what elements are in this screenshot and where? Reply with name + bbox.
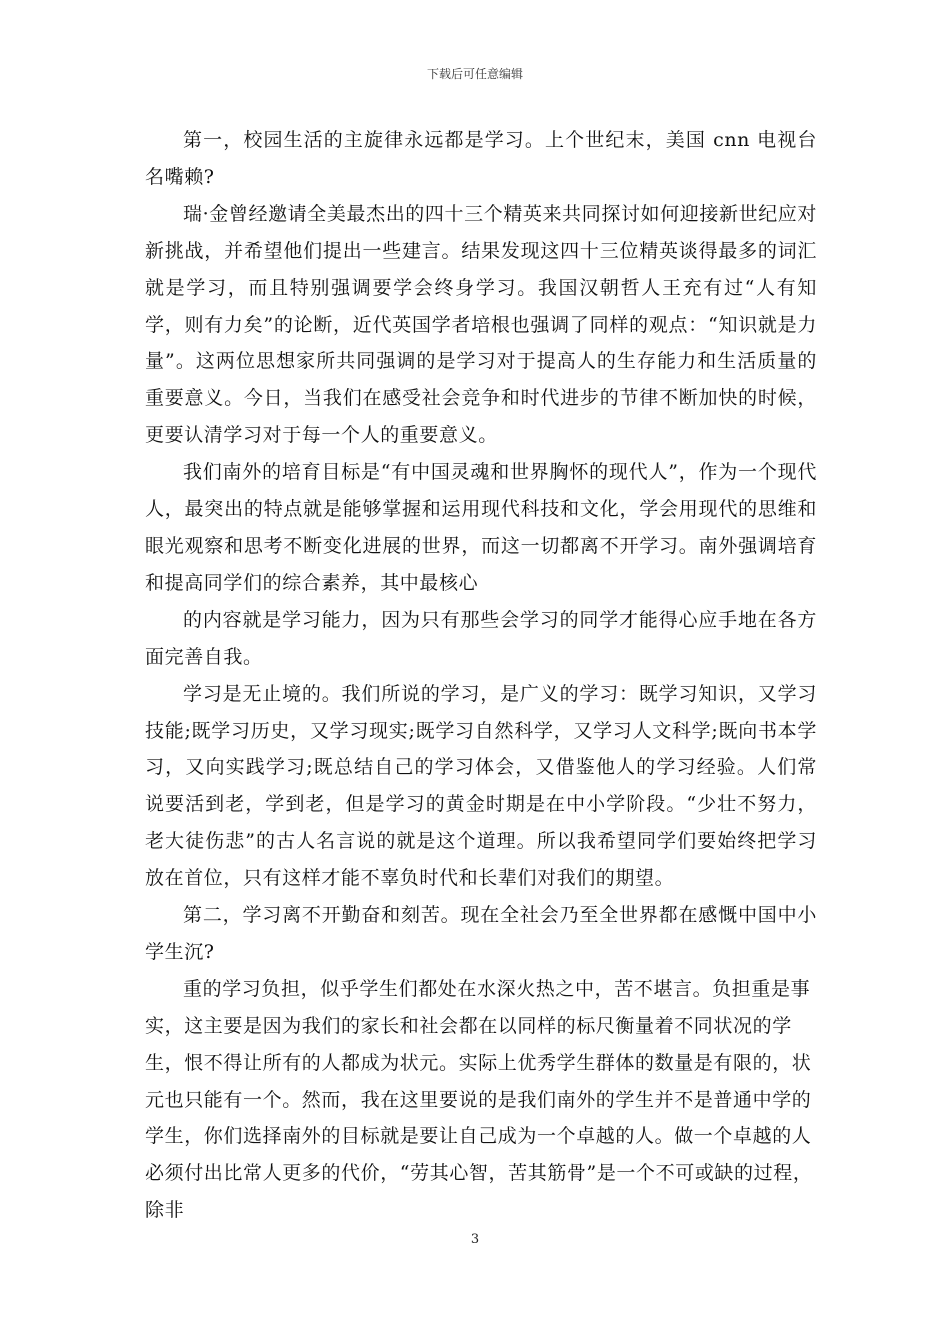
paragraph-5: 学习是无止境的。我们所说的学习，是广义的学习：既学习知识，又学习技能;既学习历史，又学习现实;既学习自然科学，又学习人文科学;既向书本学习，又向实践学习;既总结自己的学习体会，又借鉴他人的学习经验。人们常说要活到老，学到老，但是学习的黄金时期是在中小学阶段。“少壮不努力，老大徒伤悲”的古人名言说的就是这个道理。所以我希望同学们要始终把学习放在首位，只有这样才能不辜负时代和长辈们对我们的期望。 [145,682,817,890]
paragraph-2: 瑞·金曾经邀请全美最杰出的四十三个精英来共同探讨如何迎接新世纪应对新挑战，并希望他们提出一些建言。结果发现这四十三位精英谈得最多的词汇就是学习，而且特别强调要学会终身学习。我国汉朝哲人王充有过“人有知学，则有力矣”的论断，近代英国学者培根也强调了同样的观点：“知识就是力量”。这两位思想家所共同强调的是学习对于提高人的生存能力和生活质量的重要意义。今日，当我们在感受社会竞争和时代进步的节律不断加快的时候，更要认清学习对于每一个人的重要意义。 [145,202,817,447]
paragraph-6: 第二，学习离不开勤奋和刻苦。现在全社会乃至全世界都在感慨中国中小学生沉? [145,904,817,963]
paragraph-7: 重的学习负担，似乎学生们都处在水深火热之中，苦不堪言。负担重是事实，这主要是因为我们的家长和社会都在以同样的标尺衡量着不同状况的学生，恨不得让所有的人都成为状元。实际上优秀学生群体的数量是有限的，状元也只能有一个。然而，我在这里要说的是我们南外的学生并不是普通中学的学生，你们选择南外的目标就是要让自己成为一个卓越的人。做一个卓越的人必须付出比常人更多的代价，“劳其心智，苦其筋骨”是一个不可或缺的过程，除非 [145,977,813,1222]
document-body [145,122,817,1229]
page-number: 3 [470,1232,480,1247]
paragraph-3: 我们南外的培育目标是“有中国灵魂和世界胸怀的现代人”，作为一个现代人，最突出的特点就是能够掌握和运用现代科技和文化，学会用现代的思维和眼光观察和思考不断变化进展的世界，而这一切都离不开学习。南外强调培育和提高同学们的综合素养，其中最核心 [145,461,817,594]
paragraph-1: 第一，校园生活的主旋律永远都是学习。上个世纪末，美国 cnn 电视台名嘴赖? [145,129,817,188]
paragraph-4: 的内容就是学习能力，因为只有那些会学习的同学才能得心应手地在各方面完善自我。 [145,608,817,668]
page-header: 下载后可任意编辑 [426,67,523,81]
